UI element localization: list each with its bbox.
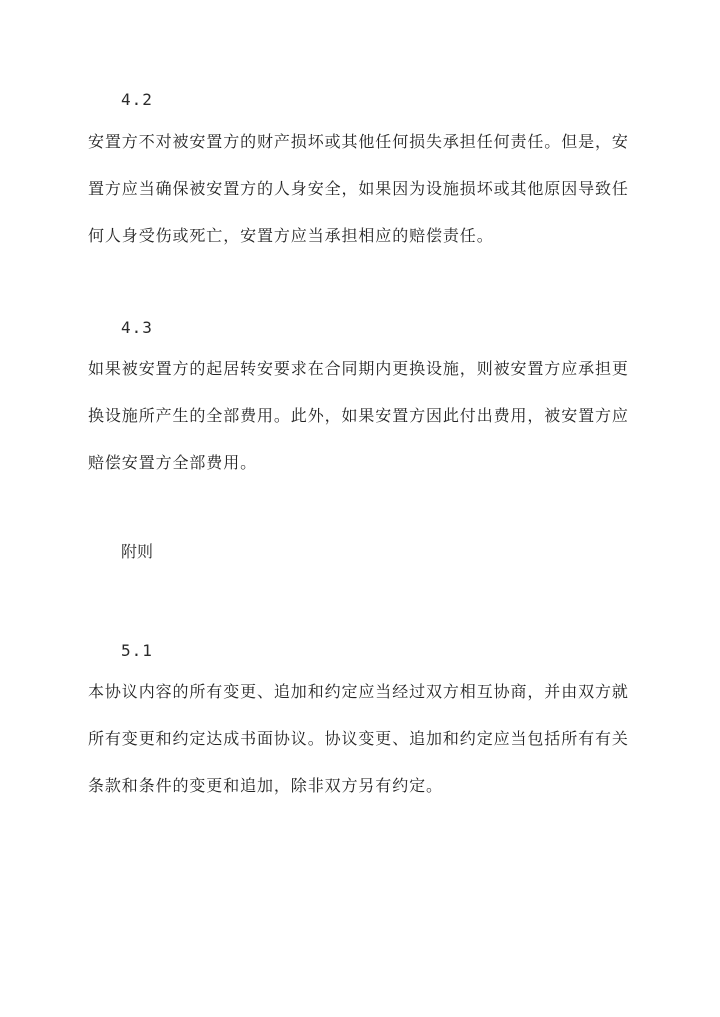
text-line: 安置方不对被安置方的财产损坏或其他任何损失承担任何责任。但是，安: [88, 132, 629, 151]
text-line: 何人身受伤或死亡，安置方应当承担相应的赔偿责任。: [88, 226, 494, 245]
clause-number-4-2: 4.2: [121, 90, 153, 109]
text-line: 如果被安置方的起居转安要求在合同期内更换设施，则被安置方应承担更: [88, 359, 629, 378]
text-line: 赔偿安置方全部费用。: [88, 453, 258, 472]
text-line: 本协议内容的所有变更、追加和约定应当经过双方相互协商，并由双方就: [88, 682, 629, 701]
clause-4-2-text: [88, 132, 636, 273]
section-heading-appendix: 附则: [121, 542, 154, 561]
text-line: 换设施所产生的全部费用。此外，如果安置方因此付出费用，被安置方应: [88, 406, 629, 425]
clause-4-3-text: [88, 359, 636, 500]
clause-5-1-text: [88, 682, 636, 823]
text-line: 所有变更和约定达成书面协议。协议变更、追加和约定应当包括所有有关: [88, 729, 629, 748]
clause-number-4-3: 4.3: [121, 318, 153, 337]
text-line: 置方应当确保被安置方的人身安全，如果因为设施损坏或其他原因导致任: [88, 179, 629, 198]
text-line: 条款和条件的变更和追加，除非双方另有约定。: [88, 776, 443, 795]
clause-number-5-1: 5.1: [121, 641, 153, 660]
